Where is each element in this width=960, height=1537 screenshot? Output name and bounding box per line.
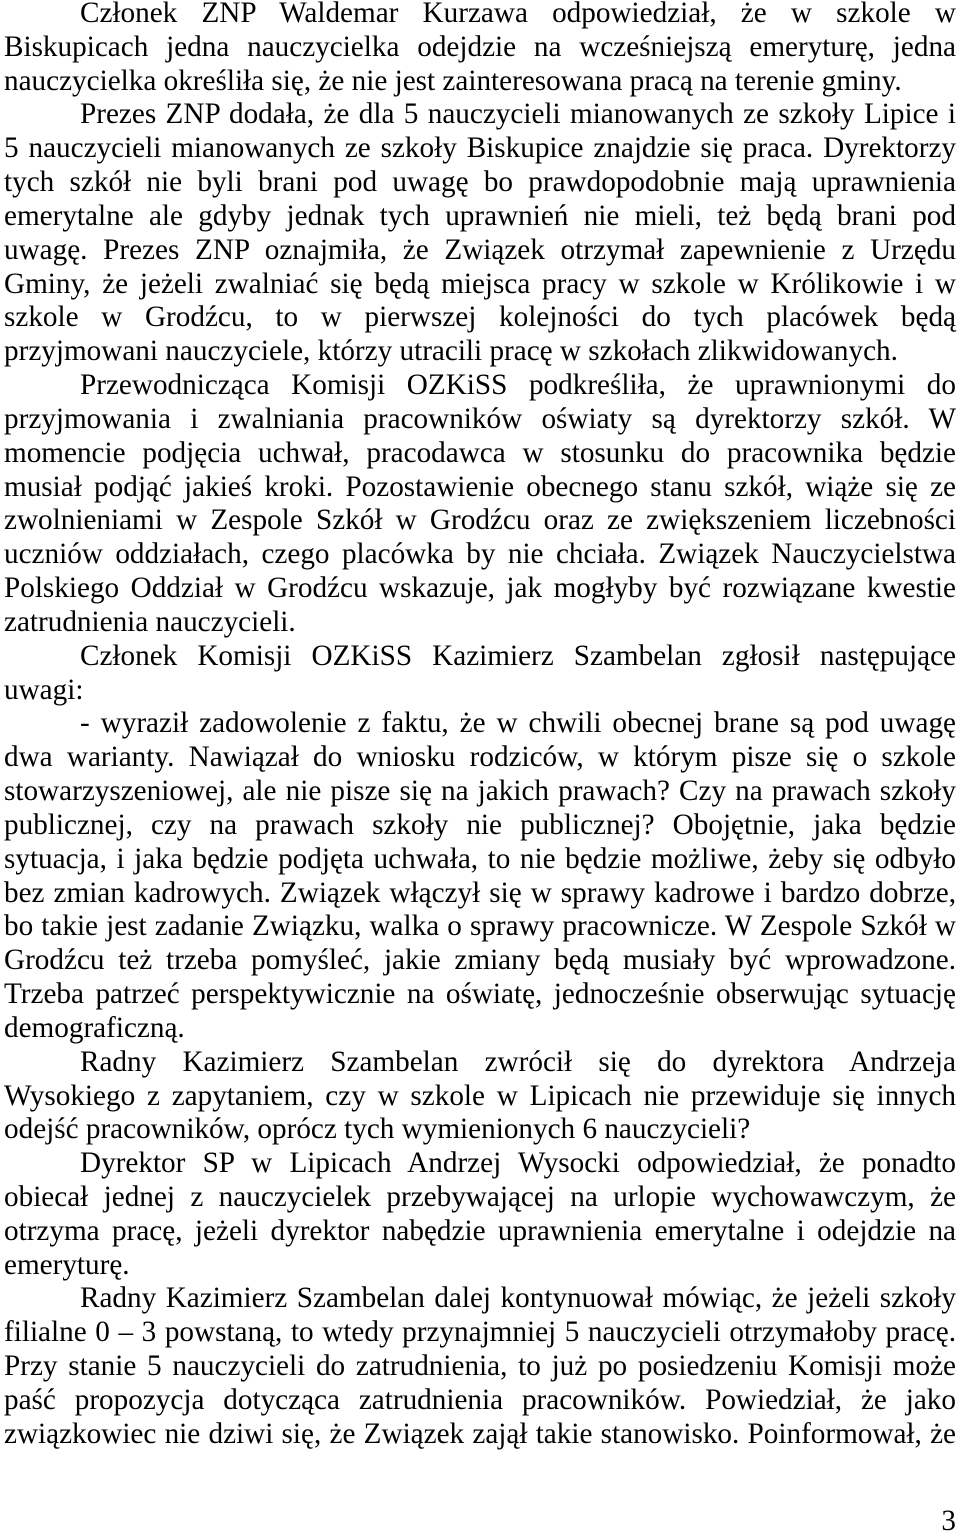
text-line: Przewodnicząca Komisji OZKiSS podkreśliła, że uprawnionymi do bbox=[80, 369, 956, 402]
paragraph bbox=[4, 1147, 956, 1282]
text-line: Członek Komisji OZKiSS Kazimierz Szambelan zgłosił następujące bbox=[80, 639, 956, 672]
text-line: uwagę. Prezes ZNP oznajmiła, że Związek otrzymał zapewnienie z Urzędu bbox=[4, 233, 956, 266]
page-number: 3 bbox=[941, 1505, 956, 1537]
paragraph bbox=[4, 640, 956, 708]
document-body bbox=[4, 0, 956, 1452]
text-line: Radny Kazimierz Szambelan zwrócił się do dyrektora Andrzeja bbox=[80, 1045, 956, 1078]
paragraph bbox=[4, 369, 956, 640]
text-line: Wysokiego z zapytaniem, czy w szkole w Lipicach nie przewiduje się innych bbox=[4, 1079, 956, 1112]
text-line: otrzyma pracę, jeżeli dyrektor nabędzie uprawnienia emerytalne i odejdzie na bbox=[4, 1214, 956, 1247]
paragraph bbox=[4, 1046, 956, 1147]
text-line: publicznej, czy na prawach szkoły nie publicznej? Obojętnie, jaka będzie bbox=[4, 808, 956, 841]
text-line: Prezes ZNP dodała, że dla 5 nauczycieli mianowanych ze szkoły Lipice i bbox=[80, 98, 956, 131]
text-line: tych szkół nie byli brani pod uwagę bo prawdopodobnie mają uprawnienia bbox=[4, 166, 956, 199]
text-line: odejść pracowników, oprócz tych wymienionych 6 nauczycieli? bbox=[4, 1113, 751, 1146]
text-line: przyjmowani nauczyciele, którzy utracili pracę w szkołach zlikwidowanych. bbox=[4, 335, 898, 368]
text-line: przyjmowania i zwalniania pracowników oświaty są dyrektorzy szkół. W bbox=[4, 402, 956, 435]
text-line: sytuacja, i jaka będzie podjęta uchwała, to nie będzie możliwe, żeby się odbyło bbox=[4, 842, 956, 875]
text-line: nauczycielka określiła się, że nie jest zainteresowana pracą na terenie gminy. bbox=[4, 64, 902, 97]
text-line: Grodźcu też trzeba pomyśleć, jakie zmiany będą musiały być wprowadzone. bbox=[4, 944, 956, 977]
paragraph bbox=[4, 1282, 956, 1451]
text-line: Dyrektor SP w Lipicach Andrzej Wysocki odpowiedział, że ponadto bbox=[80, 1147, 956, 1180]
paragraph bbox=[4, 98, 956, 369]
text-line: związkowiec nie dziwi się, że Związek zajął takie stanowisko. Poinformował, że bbox=[4, 1417, 956, 1450]
text-line: dwa warianty. Nawiązał do wniosku rodziców, w którym pisze się o szkole bbox=[4, 741, 956, 774]
text-line: Gminy, że jeżeli zwalniać się będą miejsca pracy w szkole w Królikowie i w bbox=[4, 267, 956, 300]
text-line: Przy stanie 5 nauczycieli do zatrudnienia, to już po posiedzeniu Komisji może bbox=[4, 1350, 956, 1383]
paragraph bbox=[4, 707, 956, 1045]
text-line: musiał podjąć jakieś kroki. Pozostawienie obecnego stanu szkół, wiąże się ze bbox=[4, 470, 956, 503]
text-line: 5 nauczycieli mianowanych ze szkoły Biskupice znajdzie się praca. Dyrektorzy bbox=[4, 132, 956, 165]
text-line: demograficzną. bbox=[4, 1011, 185, 1044]
text-line: Polskiego Oddział w Grodźcu wskazuje, jak mogłyby być rozwiązane kwestie bbox=[4, 572, 956, 605]
text-line: szkole w Grodźcu, to w pierwszej kolejności do tych placówek będą bbox=[4, 301, 956, 334]
text-line: stowarzyszeniowej, ale nie pisze się na jakich prawach? Czy na prawach szkoły bbox=[4, 775, 956, 808]
text-line: zatrudnienia nauczycieli. bbox=[4, 605, 296, 638]
text-line: Biskupicach jedna nauczycielka odejdzie na wcześniejszą emeryturę, jedna bbox=[4, 30, 956, 63]
text-line: paść propozycja dotycząca zatrudnienia pracowników. Powiedział, że jako bbox=[4, 1383, 956, 1416]
text-line: Radny Kazimierz Szambelan dalej kontynuował mówiąc, że jeżeli szkoły bbox=[80, 1282, 956, 1315]
text-line: Trzeba patrzeć perspektywicznie na oświatę, jednocześnie obserwując sytuację bbox=[4, 978, 956, 1011]
text-line: bo takie jest zadanie Związku, walka o sprawy pracownicze. W Zespole Szkół w bbox=[4, 910, 956, 943]
text-line: uwagi: bbox=[4, 673, 84, 706]
paragraph bbox=[4, 0, 956, 98]
text-line: Członek ZNP Waldemar Kurzawa odpowiedział, że w szkole w bbox=[80, 0, 956, 29]
text-line: momencie podjęcia uchwał, pracodawca w stosunku do pracownika będzie bbox=[4, 436, 956, 469]
text-line: - wyraził zadowolenie z faktu, że w chwili obecnej brane są pod uwagę bbox=[80, 707, 956, 740]
text-line: filialne 0 – 3 powstaną, to wtedy przynajmniej 5 nauczycieli otrzymałoby pracę. bbox=[4, 1316, 956, 1349]
text-line: zwolnieniami w Zespole Szkół w Grodźcu oraz ze zwiększeniem liczebności bbox=[4, 504, 956, 537]
text-line: obiecał jednej z nauczycielek przebywającej na urlopie wychowawczym, że bbox=[4, 1180, 956, 1213]
text-line: uczniów oddziałach, czego placówka by nie chciała. Związek Nauczycielstwa bbox=[4, 538, 956, 571]
text-line: emerytalne ale gdyby jednak tych uprawnień nie mieli, też będą brani pod bbox=[4, 199, 956, 232]
text-line: emeryturę. bbox=[4, 1248, 130, 1281]
text-line: bez zmian kadrowych. Związek włączył się w sprawy kadrowe i bardzo dobrze, bbox=[4, 876, 956, 909]
